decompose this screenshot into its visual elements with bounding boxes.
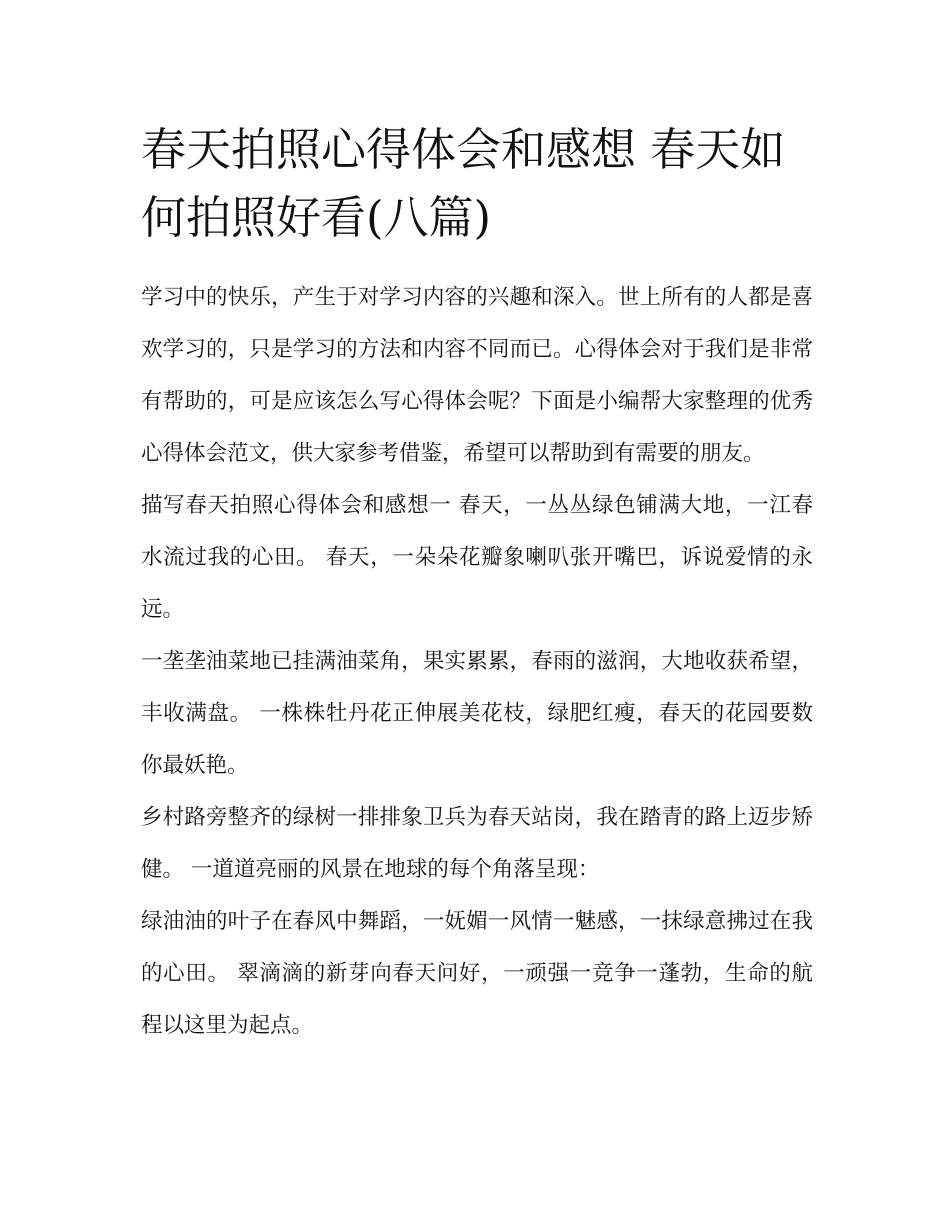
paragraph-spring-green: 描写春天拍照心得体会和感想一 春天，一丛丛绿色铺满大地，一江春水流过我的心田。 春天，一朵朵花瓣象喇叭张开嘴巴，诉说爱情的永远。 xyxy=(141,493,813,622)
paragraph-village-road: 乡村路旁整齐的绿树一排排象卫兵为春天站岗，我在踏青的路上迈步矫健。 一道道亮丽的风景在地球的每个角落呈现： xyxy=(141,805,813,882)
paragraph-rapeseed: 一垄垄油菜地已挂满油菜角，果实累累，春雨的滋润，大地收获希望，丰收满盘。 一株株牡丹花正伸展美花枝，绿肥红瘦，春天的花园要数你最妖艳。 xyxy=(141,649,813,778)
document-body xyxy=(141,272,813,1052)
paragraph-green-leaves: 绿油油的叶子在春风中舞蹈，一妩媚一风情一魅感，一抹绿意拂过在我的心田。 翠滴滴的新芽向春天问好，一顽强一竞争一蓬勃，生命的航程以这里为起点。 xyxy=(141,909,813,1038)
document-content xyxy=(141,116,813,1052)
document-title: 春天拍照心得体会和感想 春天如何拍照好看(八篇) xyxy=(141,123,786,244)
paragraph-intro: 学习中的快乐，产生于对学习内容的兴趣和深入。世上所有的人都是喜欢学习的，只是学习的方法和内容不同而已。心得体会对于我们是非常有帮助的，可是应该怎么写心得体会呢？下面是小编帮大家整理的优秀心得体会范文，供大家参考借鉴，希望可以帮助到有需要的朋友。 xyxy=(141,285,813,466)
